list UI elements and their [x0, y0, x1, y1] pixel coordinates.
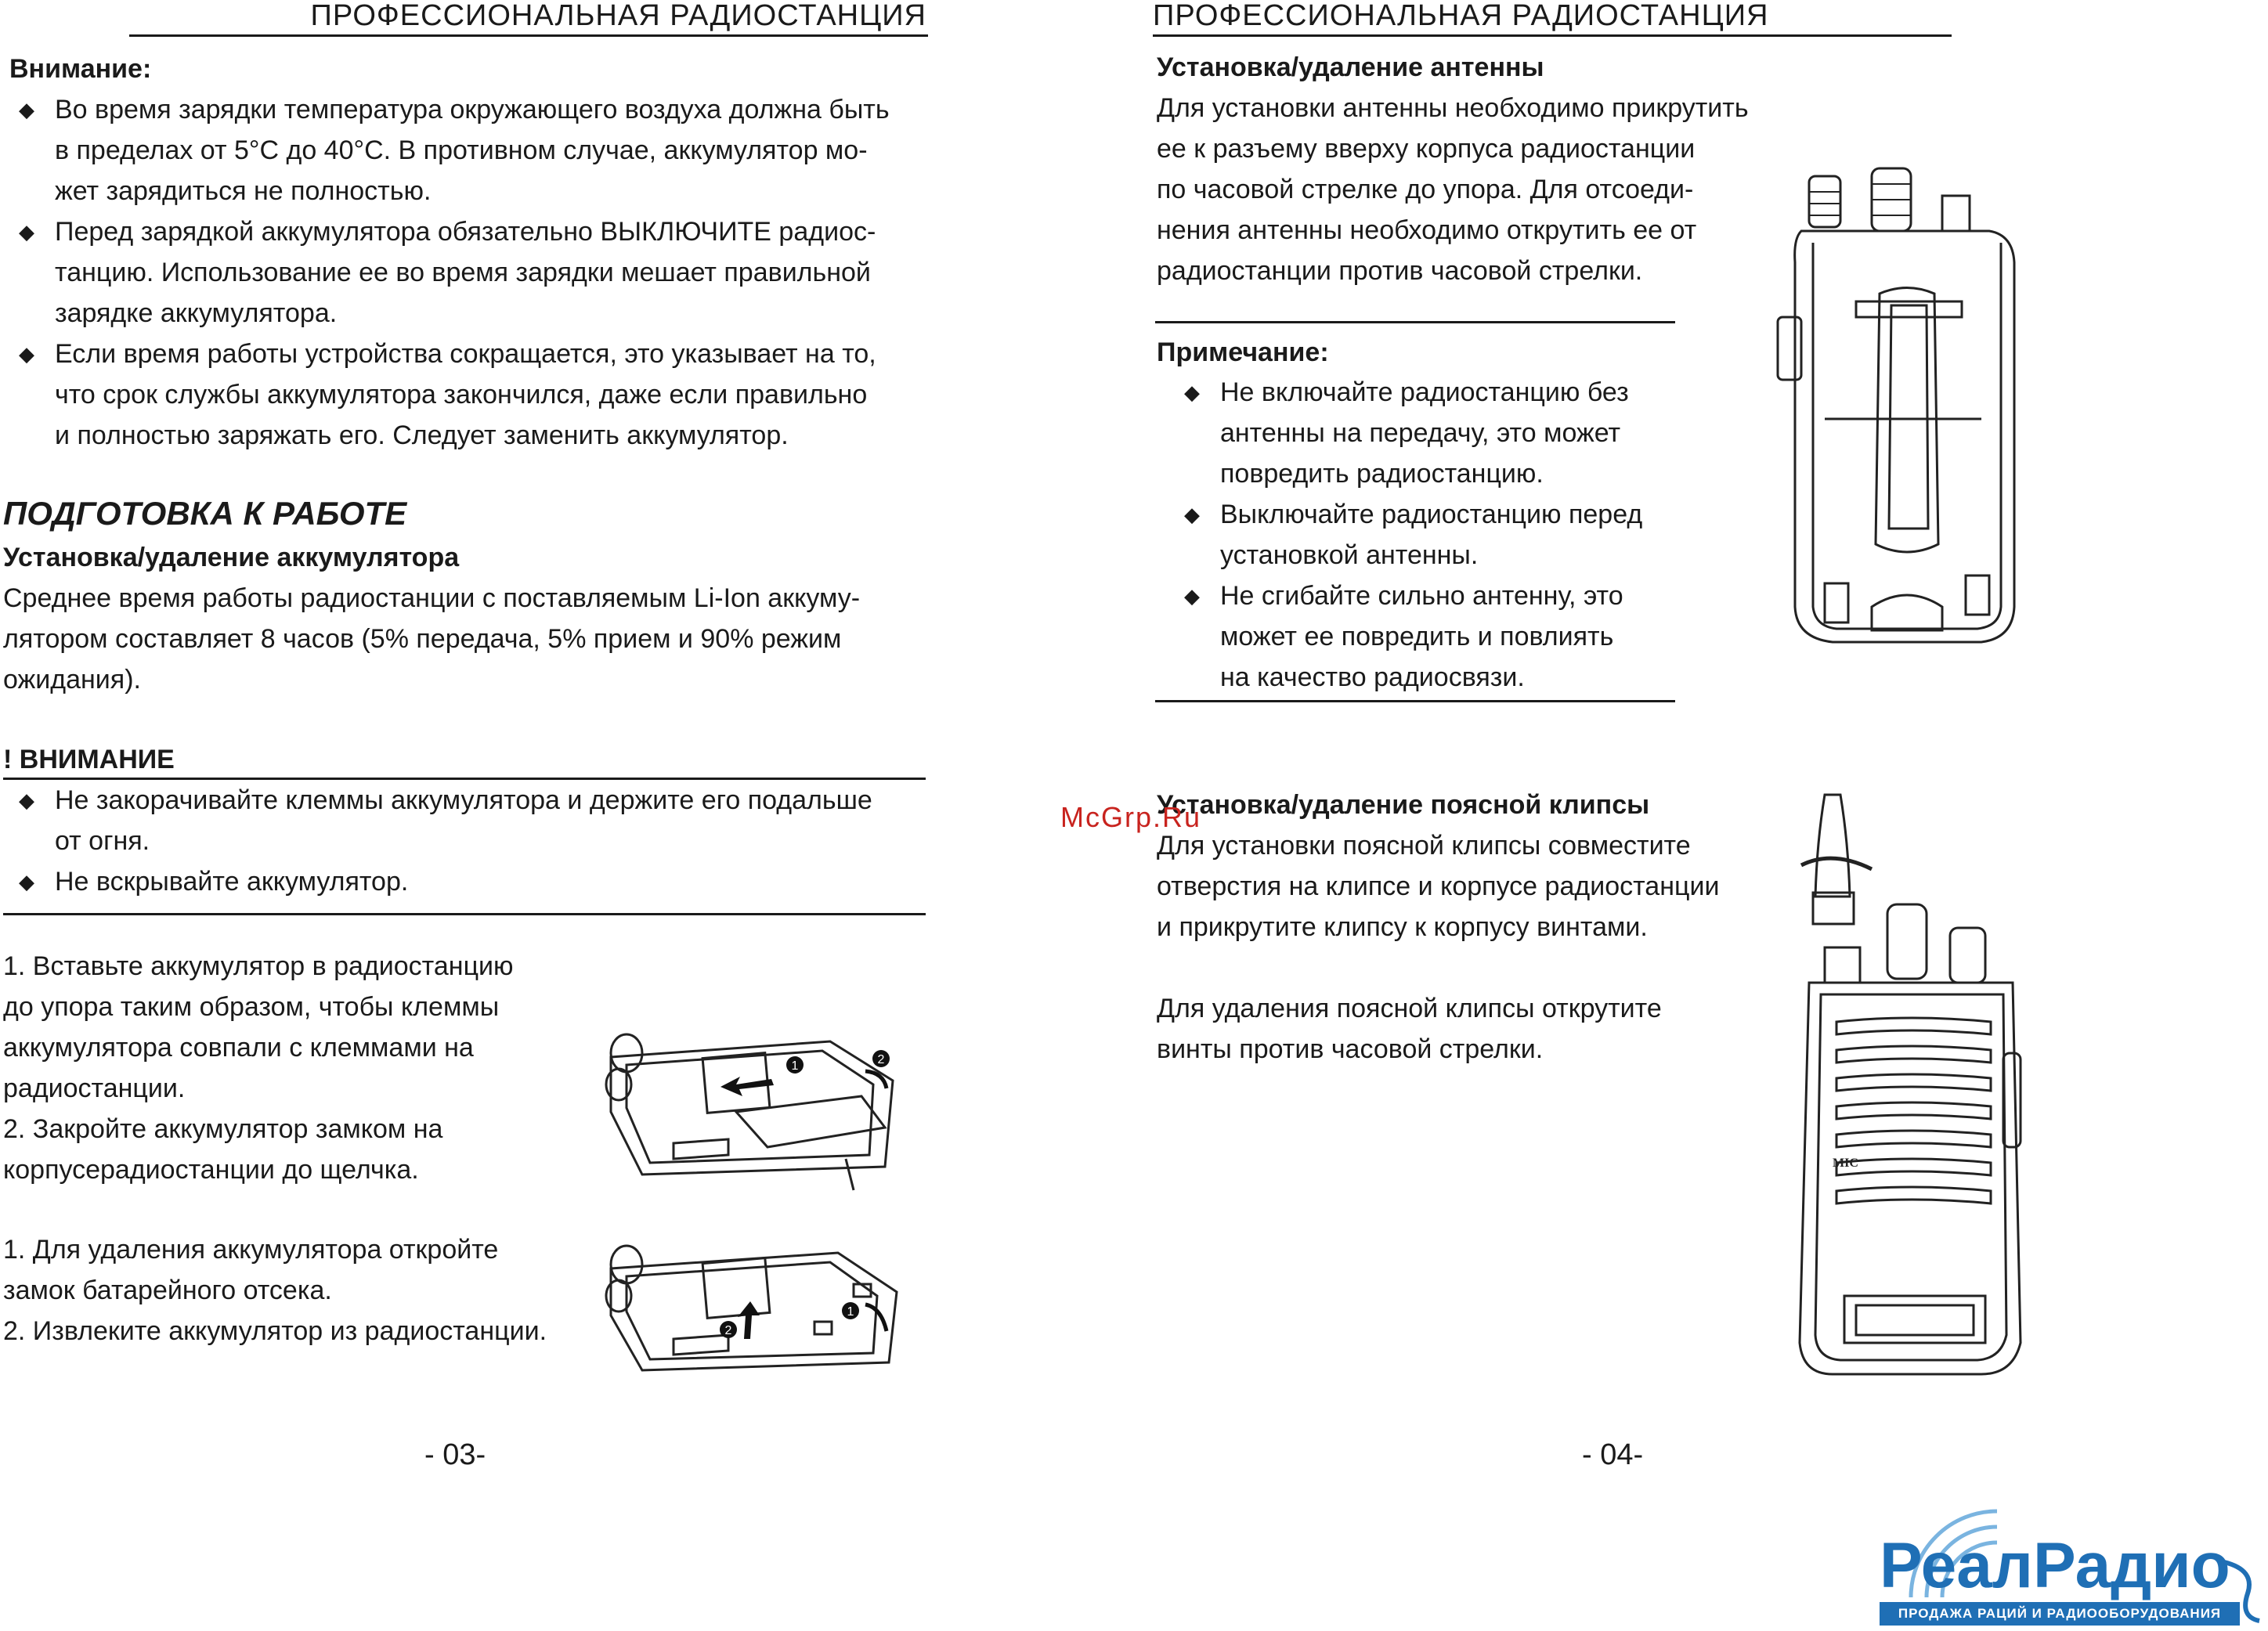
diamond-bullet-icon: ◆ [1184, 503, 1200, 526]
note-title: Примечание: [1157, 337, 1329, 367]
list-item-line: Если время работы устройства сокращается, это указывает на то, [55, 339, 876, 369]
section-title: ПОДГОТОВКА К РАБОТЕ [3, 495, 407, 532]
note-top-rule [1155, 321, 1675, 323]
right-page-number: - 04- [1582, 1438, 1644, 1471]
diamond-bullet-icon: ◆ [19, 788, 34, 812]
radio-rear-illustration [1778, 168, 2044, 654]
text-line: отверстия на клипсе и корпусе радиостанции [1157, 871, 1720, 901]
list-item-line: зарядке аккумулятора. [55, 298, 338, 328]
text-line: лятором составляет 8 часов (5% передача, 5% прием и 90% режим [3, 624, 842, 654]
warning-bottom-rule [3, 913, 926, 915]
warning-list [9, 780, 872, 902]
list-item-line: на качество радиосвязи. [1220, 662, 1525, 692]
attention-list [9, 89, 890, 456]
logo-tagline: ПРОДАЖА РАЦИЙ И РАДИООБОРУДОВАНИЯ [1898, 1606, 2222, 1621]
text-line: 1. Для удаления аккумулятора откройте [3, 1235, 499, 1265]
list-item-line: в пределах от 5°С до 40°С. В противном случае, аккумулятор мо- [55, 135, 868, 165]
list-item-line: Во время зарядки температура окружающего воздуха должна быть [55, 95, 890, 124]
antenna-title: Установка/удаление антенны [1157, 52, 1544, 82]
text-line: Для установки антенны необходимо прикрутить [1157, 93, 1749, 123]
text-line: ее к разъему вверху корпуса радиостанции [1157, 134, 1696, 164]
grille-slot [1836, 1102, 1991, 1119]
list-item [9, 89, 890, 211]
text-line: до упора таким образом, чтобы клеммы [3, 992, 500, 1022]
list-item [1175, 372, 1642, 494]
grille-slot [1836, 1131, 1991, 1147]
diamond-bullet-icon: ◆ [19, 870, 34, 893]
logo-brand-text: РеалРадио [1880, 1530, 2230, 1601]
remove-steps [3, 1229, 547, 1351]
list-item [9, 334, 890, 456]
text-line: и прикрутите клипсу к корпусу винтами. [1157, 912, 1648, 942]
grille-slot [1836, 1046, 1991, 1063]
diamond-bullet-icon: ◆ [19, 342, 34, 366]
list-item-line: может ее повредить и повлиять [1220, 622, 1614, 651]
antenna-swirl-icon [2216, 1554, 2263, 1625]
left-header-text: ПРОФЕССИОНАЛЬНАЯ РАДИОСТАНЦИЯ [310, 0, 926, 32]
install-steps [3, 946, 514, 1190]
list-item-line: танцию. Использование ее во время зарядки мешает правильной [55, 258, 871, 287]
list-item [9, 861, 872, 902]
diamond-bullet-icon: ◆ [19, 98, 34, 121]
battery-text [3, 578, 860, 700]
text-line: Среднее время работы радиостанции с поставляемым Li-Ion аккуму- [3, 583, 861, 613]
warning-title: ! ВНИМАНИЕ [3, 745, 175, 774]
insert-step2-label: 2 [877, 1053, 885, 1066]
text-line: радиостанции. [3, 1074, 186, 1103]
realradio-logo [1880, 1480, 2263, 1629]
list-item [1175, 494, 1642, 576]
list-item [9, 211, 890, 334]
list-item-line: Не закорачивайте клеммы аккумулятора и держите его подальше [55, 785, 872, 815]
left-page-header [129, 0, 928, 37]
text-line: ожидания). [3, 665, 141, 695]
text-line: радиостанции против часовой стрелки. [1157, 256, 1643, 286]
note-bottom-rule [1155, 700, 1675, 702]
clip-text [1157, 825, 1719, 947]
clip-remove-text [1157, 988, 1662, 1070]
list-item-line: жет зарядиться не полностью. [55, 176, 432, 206]
insert-step1-label: 1 [791, 1059, 799, 1073]
text-line: 1. Вставьте аккумулятор в радиостанцию [3, 951, 514, 981]
text-line: Для удаления поясной клипсы открутите [1157, 994, 1662, 1023]
left-page-number: - 03- [424, 1438, 486, 1471]
list-item [1175, 576, 1642, 698]
text-line: 2. Извлеките аккумулятор из радиостанции. [3, 1316, 547, 1346]
battery-remove-illustration [595, 1229, 908, 1386]
list-item-line: и полностью заряжать его. Следует заменить аккумулятор. [55, 420, 789, 450]
list-item-line: от огня. [55, 826, 150, 856]
grille-slot [1836, 1018, 1991, 1034]
list-item-line: установкой антенны. [1220, 540, 1479, 570]
clip-title: Установка/удаление поясной клипсы [1157, 790, 1650, 820]
list-item [9, 780, 872, 861]
battery-insert-illustration [595, 1010, 908, 1190]
note-list [1175, 372, 1642, 698]
antenna-text [1157, 88, 1749, 291]
logo-tagline-bar [1880, 1602, 2240, 1626]
right-header-text: ПРОФЕССИОНАЛЬНАЯ РАДИОСТАНЦИЯ [1153, 0, 1769, 32]
text-line: винты против часовой стрелки. [1157, 1034, 1544, 1064]
right-page-header [1153, 0, 1952, 37]
list-item-line: Не сгибайте сильно антенну, это [1220, 581, 1623, 611]
list-item-line: что срок службы аккумулятора закончился, даже если правильно [55, 380, 868, 410]
watermark: McGrp.Ru [1060, 801, 1202, 833]
list-item-line: Выключайте радиостанцию перед [1220, 500, 1643, 529]
remove-step1-label: 1 [847, 1305, 854, 1319]
text-line: корпусерадиостанции до щелчка. [3, 1155, 419, 1185]
mic-label: MIC [1833, 1156, 1858, 1170]
text-line: 2. Закройте аккумулятор замком на [3, 1114, 443, 1144]
text-line: аккумулятора совпали с клеммами на [3, 1033, 474, 1063]
attention-title: Внимание: [9, 54, 152, 84]
list-item-line: Не вскрывайте аккумулятор. [55, 867, 409, 897]
text-line: по часовой стрелке до упора. Для отсоеди- [1157, 175, 1694, 204]
diamond-bullet-icon: ◆ [19, 220, 34, 244]
text-line: замок батарейного отсека. [3, 1276, 332, 1305]
diamond-bullet-icon: ◆ [1184, 584, 1200, 608]
list-item-line: антенны на передачу, это может [1220, 418, 1621, 448]
grille-slot [1836, 1159, 1991, 1175]
text-line: нения антенны необходимо открутить ее от [1157, 215, 1697, 245]
grille-slot [1836, 1187, 1991, 1203]
text-line: Для установки поясной клипсы совместите [1157, 831, 1691, 861]
list-item-line: Не включайте радиостанцию без [1220, 377, 1629, 407]
list-item-line: повредить радиостанцию. [1220, 459, 1544, 489]
radio-front-illustration [1786, 795, 2036, 1390]
list-item-line: Перед зарядкой аккумулятора обязательно ВЫКЛЮЧИТЕ радиос- [55, 217, 876, 247]
battery-title: Установка/удаление аккумулятора [3, 543, 460, 572]
remove-step2-label: 2 [724, 1324, 732, 1337]
grille-slot [1836, 1074, 1991, 1091]
diamond-bullet-icon: ◆ [1184, 381, 1200, 404]
